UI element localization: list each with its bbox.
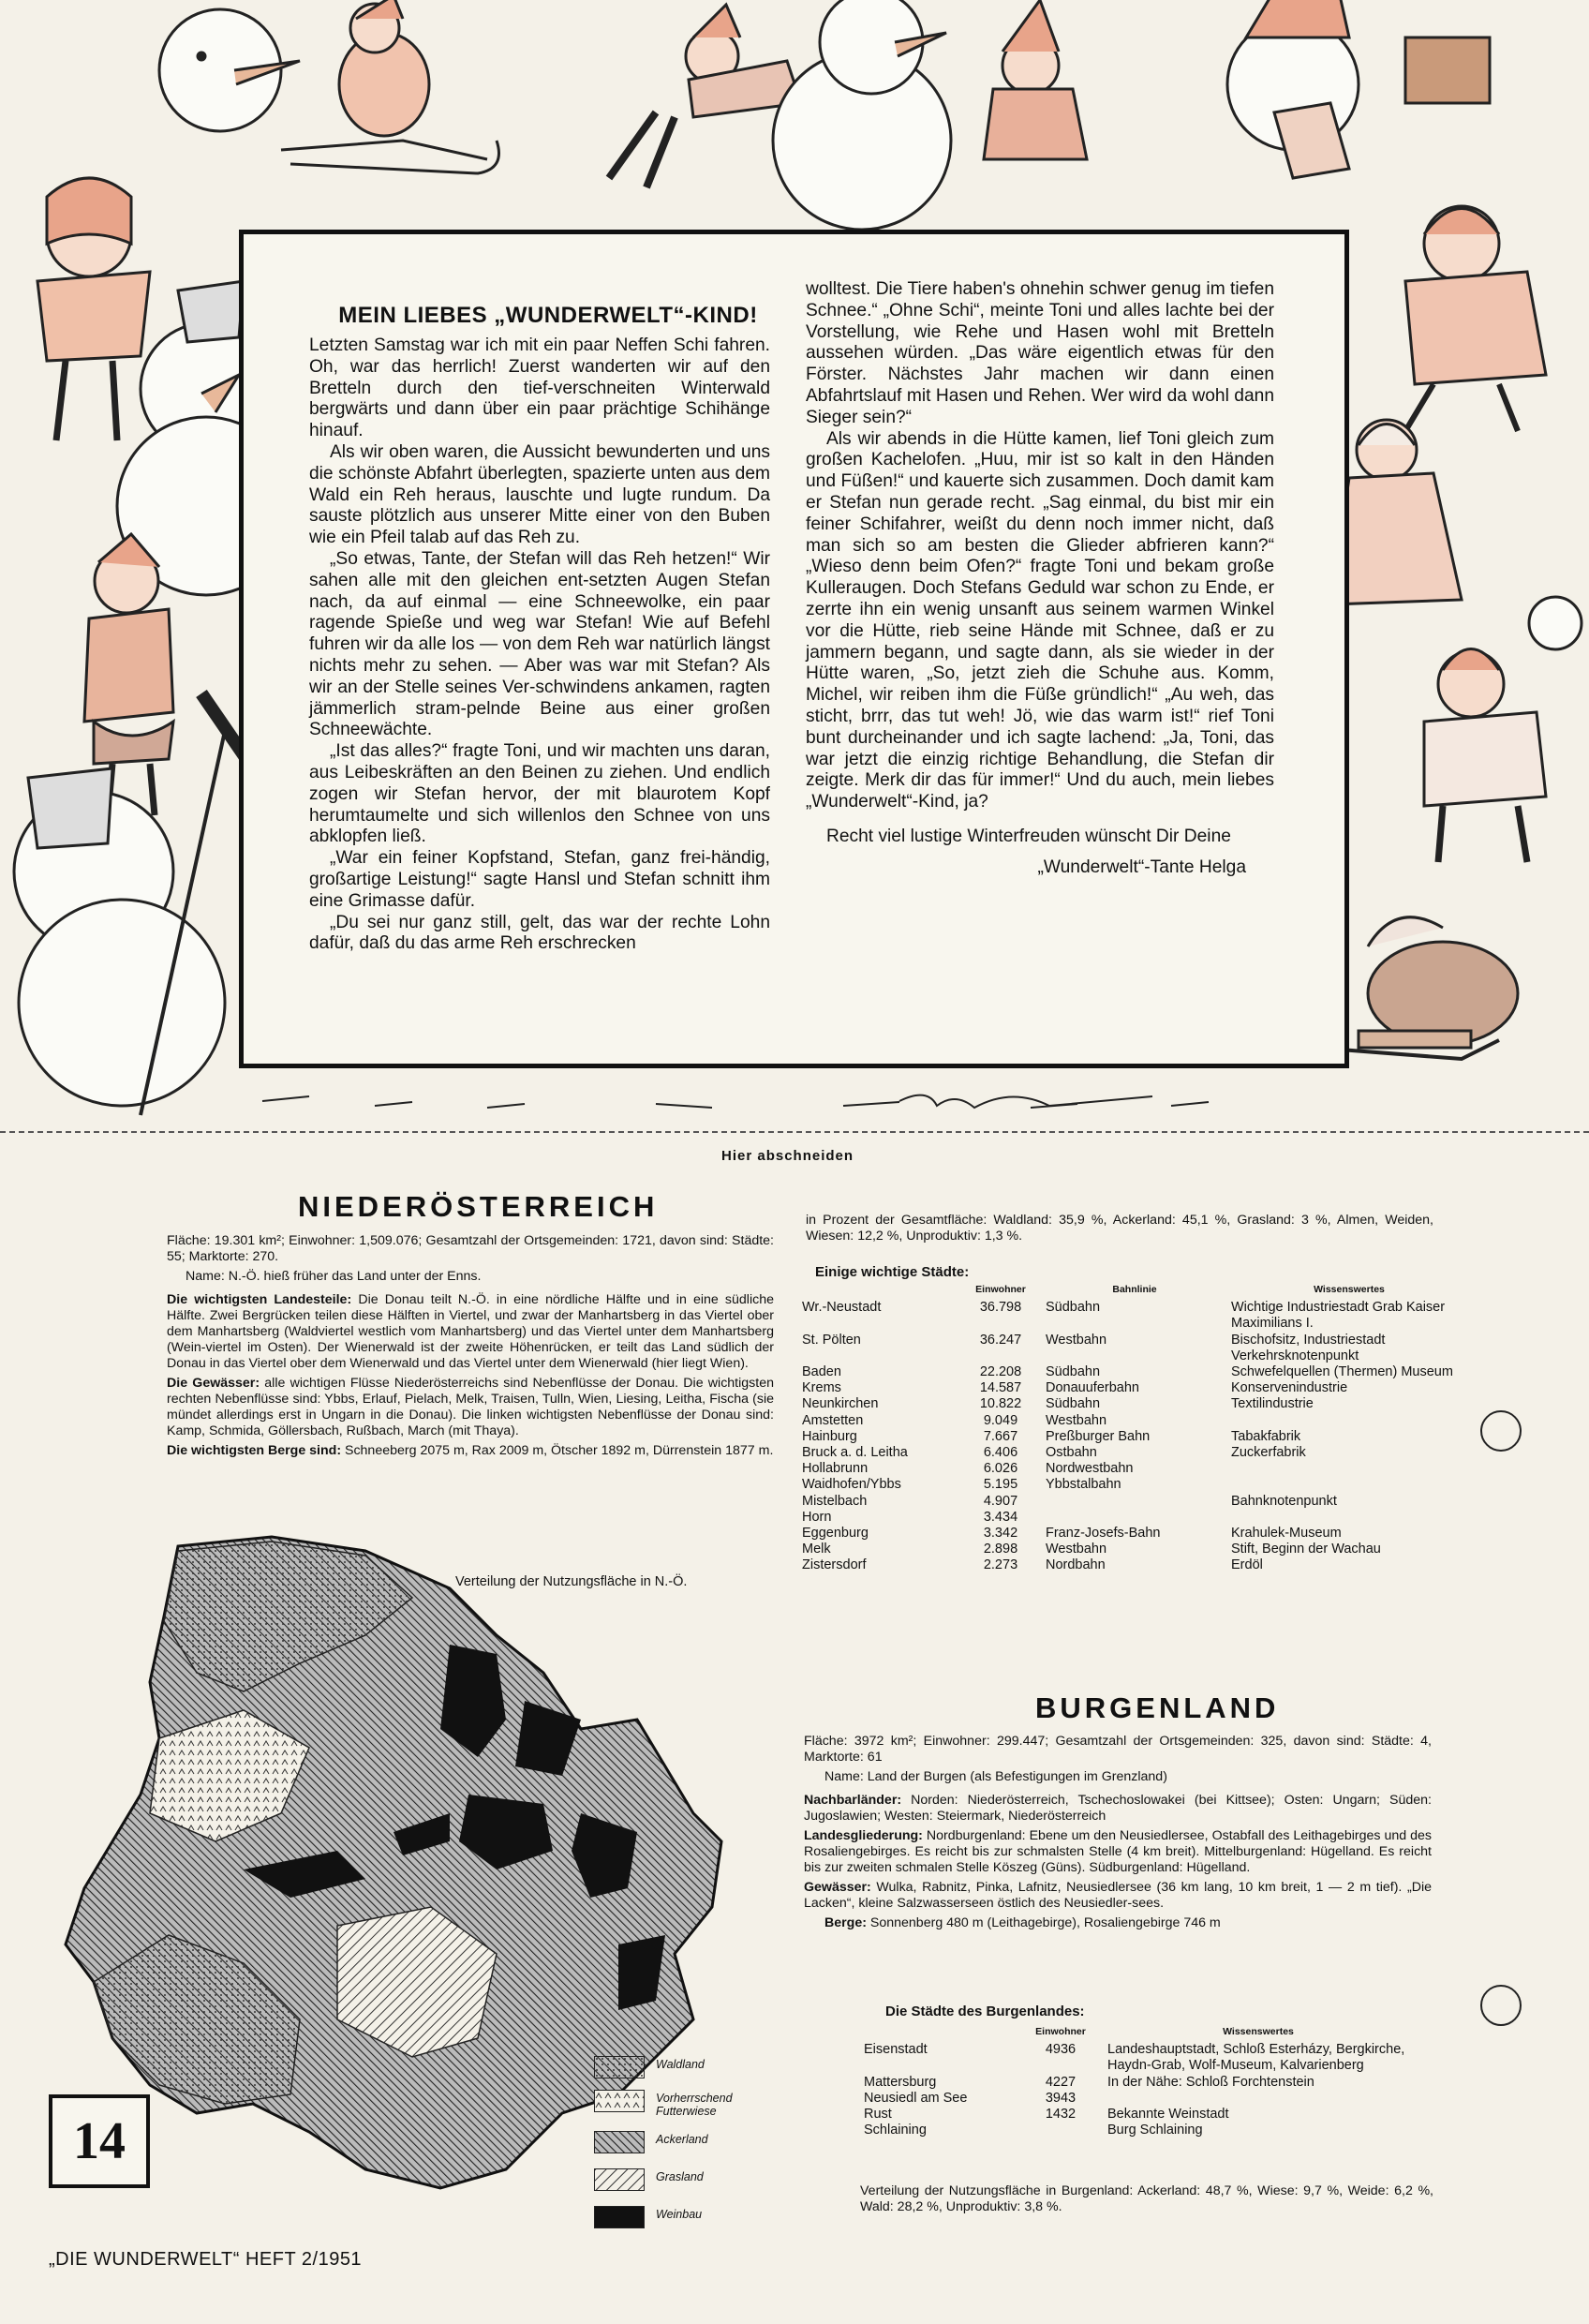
noe-land-use-stats: in Prozent der Gesamtfläche: Waldland: 35,9 %, Ackerland: 45,1 %, Grasland: 3 %, Almen, Weiden, Wiesen: 12,2 %, Unproduktiv: 1,3 %. — [806, 1213, 1433, 1244]
noe-facts — [167, 1233, 774, 1463]
table-cell-name: Mistelbach — [802, 1493, 868, 1509]
letter-paragraph: „Du sei nur ganz still, gelt, das war der rechte Lohn dafür, daß du das arme Reh erschrecken — [309, 912, 770, 954]
table-cell-name: Hainburg — [802, 1428, 857, 1444]
table-cell-name: Krems — [802, 1380, 841, 1396]
table-cell-info — [1227, 1510, 1471, 1526]
table-row — [798, 1333, 1471, 1364]
table-row — [798, 1526, 1471, 1542]
table-cell-name: Eggenburg — [802, 1526, 869, 1542]
bgl-nachbar-text: Norden: Niederösterreich, Tschechoslowakei (bei Kittsee); Osten: Ungarn; Süden: Jugoslawien; Westen: Steiermark, Niederösterreich — [804, 1793, 1432, 1824]
table-cell-info: Bekannte Weinstadt — [1107, 2107, 1229, 2123]
table-cell-info: Konservenindustrie — [1231, 1380, 1348, 1396]
bgl-berge-label: Berge: — [824, 1915, 867, 1930]
letter-column-left — [309, 335, 770, 955]
legend-swatch-hatch-dense — [594, 2131, 645, 2153]
table-row — [798, 1494, 1471, 1510]
table-cell-rail: Westbahn — [1046, 1332, 1107, 1348]
bgl-cities-label: Die Städte des Burgenlandes: — [885, 2004, 1085, 2019]
table-row — [860, 2091, 1413, 2107]
letter-paragraph: Letzten Samstag war ich mit ein paar Neffen Schi fahren. Oh, war das herrlich! Zuerst wanderten wir auf den Bretteln durch den tief-verschneiten Winterwald bergwärts und dann über ein paar prächtige Schihänge hinauf. — [309, 335, 770, 441]
table-row — [798, 1413, 1471, 1429]
legend-item-futterwiese — [656, 2092, 787, 2118]
noe-landesteile-text: Die Donau teilt N.-Ö. in eine nördliche Hälfte und in eine südliche Hälfte. Zwei Bergrücken teilen diese Hälften in Viertel, und zwar der Manhartsberg in das Viertel ober dem Manhartsberg (Waldviertel westlich vom Manhartsberg) und das Viertel unter dem Manhartsberg (Wein-viertel im Osten). Der Wienerwald ist der zweite Höhenrücken, er teilt das Land südlich der Donau in das Viertel ober dem Wienerwald und das Viertel unter dem Wienerwald (hier liegt Wien). — [167, 1292, 774, 1371]
table-cell-name: Schlaining — [864, 2123, 927, 2138]
table-row — [798, 1364, 1471, 1380]
table-row — [798, 1542, 1471, 1557]
table-cell-name: St. Pölten — [802, 1332, 861, 1348]
table-cell-info: Krahulek-Museum — [1231, 1526, 1342, 1542]
table-cell-rail: Südbahn — [1046, 1364, 1101, 1380]
letter-column-right — [806, 279, 1274, 879]
cut-label: Hier abschneiden — [721, 1148, 854, 1164]
table-cell-rail: Südbahn — [1046, 1396, 1101, 1412]
table-cell-pop — [1017, 2123, 1104, 2138]
bgl-facts — [804, 1734, 1432, 1935]
noe-landesteile-label: Die wichtigsten Landesteile: — [167, 1292, 352, 1307]
table-cell-pop: 3.342 — [983, 1526, 1018, 1542]
table-cell-info: Bahnknotenpunkt — [1231, 1493, 1337, 1509]
letter-paragraph: „So etwas, Tante, der Stefan will das Reh hetzen!“ Wir sahen alle mit den gleichen ent-setzten Augen Stefan nach, da auf einmal — eine Schneewolke, ein paar ragende Spieße und weg war Stefan! Wie auf Befehl fuhren wir da alle los — von dem Reh war natürlich längst nichts mehr zu sehen. — Aber was war mit Stefan? Als wir an der Stelle seines Ver-schwindens ankamen, ragten jämmerlich stram-pelnde Beine aus einer großen Schneewächte. — [309, 548, 770, 740]
table-cell-pop: 36.247 — [979, 1332, 1022, 1348]
bgl-gliederung-label: Landesgliederung: — [804, 1828, 923, 1843]
noe-gewaesser-text: alle wichtigen Flüsse Niederösterreichs sind Nebenflüsse der Donau. Die wichtigsten rechten Nebenflüsse sind: Ybbs, Erlauf, Pielach, Melk, Traisen, Tulln, Wien, Liesing, Leitha, Fischa (sie mündet allerdings erst in Ungarn in die Donau). Die linken wichtigsten Nebenflüsse der Donau sind: Kamp, Schmida, Göllersbach, Rußbach, March (mit Thaya). — [167, 1376, 774, 1438]
letter-paragraph: Als wir oben waren, die Aussicht bewunderten und uns die schönste Abfahrt überlegten, spazierte unten aus dem Wald ein Reh heraus, lauschte und lugte rundum. Da sauste plötzlich aus unserer Mitte einer von den Buben wie ein Pfeil talab auf das Reh zu. — [309, 441, 770, 548]
legend-label: Weinbau — [656, 2208, 703, 2221]
legend-label: Waldland — [656, 2058, 705, 2071]
table-cell-info — [1227, 1413, 1471, 1429]
letter-title: MEIN LIEBES „WUNDERWELT“-KIND! — [338, 303, 758, 328]
table-cell-name: Neunkirchen — [802, 1396, 879, 1412]
table-cell-name: Neusiedl am See — [864, 2090, 968, 2106]
table-cell-info: Burg Schlaining — [1107, 2123, 1203, 2138]
table-row — [860, 2123, 1413, 2138]
table-cell-name: Bruck a. d. Leitha — [802, 1445, 908, 1461]
legend-swatch-solid — [594, 2206, 645, 2228]
footer-issue: „DIE WUNDERWELT“ HEFT 2/1951 — [49, 2249, 363, 2270]
bgl-nachbar-label: Nachbarländer: — [804, 1793, 902, 1808]
table-header — [798, 1282, 959, 1300]
table-cell-rail: Preßburger Bahn — [1046, 1428, 1151, 1444]
table-cell-pop: 6.406 — [983, 1445, 1018, 1461]
table-row — [798, 1477, 1471, 1493]
table-cell-rail: Ybbstalbahn — [1046, 1477, 1121, 1493]
table-cell-pop: 14.587 — [979, 1380, 1022, 1396]
punch-hole — [1480, 1410, 1522, 1452]
noe-land-use-map — [56, 1532, 768, 2226]
table-row — [798, 1300, 1471, 1332]
table-row — [798, 1557, 1471, 1573]
legend-item-ackerland — [656, 2133, 708, 2146]
legend-swatch-dots — [594, 2056, 645, 2078]
bgl-land-use-stats: Verteilung der Nutzungsfläche in Burgenland: Ackerland: 48,7 %, Wiese: 9,7 %, Weide: 6,2 %, Wald: 28,2 %, Unproduktiv: 3,8 %. — [860, 2183, 1433, 2214]
noe-berge-text: Schneeberg 2075 m, Rax 2009 m, Ötscher 1892 m, Dürrenstein 1877 m. — [341, 1443, 774, 1458]
table-header: Bahnlinie — [1112, 1284, 1157, 1295]
legend-item-grasland — [656, 2170, 704, 2183]
bgl-name-note: Name: Land der Burgen (als Befestigungen im Grenzland) — [824, 1769, 1167, 1784]
letter-paragraph: „Ist das alles?“ fragte Toni, und wir machten uns daran, aus Leibeskräften an den Beinen zu ziehen. Und endlich zogen wir Stefan hervor, der mit blaurotem Kopf herumtaumelte und sich willenlos den Schnee von uns abklopfen ließ. — [309, 741, 770, 847]
table-cell-pop: 3.434 — [983, 1509, 1018, 1525]
noe-gewaesser-label: Die Gewässer: — [167, 1376, 260, 1391]
table-row — [798, 1380, 1471, 1396]
table-cell-info: Wichtige Industriestadt Grab Kaiser Maximilians I. — [1231, 1300, 1446, 1332]
noe-area-facts: Fläche: 19.301 km²; Einwohner: 1,509.076; Gesamtzahl der Ortsgemeinden: 1721, davon sind: Städte: 55; Marktorte: 270. — [167, 1233, 774, 1264]
table-cell-rail: Nordbahn — [1046, 1557, 1106, 1573]
table-cell-info — [1104, 2091, 1413, 2107]
legend-item-weinbau — [656, 2208, 702, 2221]
table-row — [798, 1461, 1471, 1477]
bgl-area-facts: Fläche: 3972 km²; Einwohner: 299.447; Gesamtzahl der Ortsgemeinden: 325, davon sind: Städte: 4, Marktorte: 61 — [804, 1734, 1432, 1765]
table-cell-pop: 9.049 — [983, 1412, 1018, 1428]
noe-name-note: Name: N.-Ö. hieß früher das Land unter der Enns. — [186, 1269, 482, 1284]
table-cell-rail: Franz-Josefs-Bahn — [1046, 1526, 1161, 1542]
table-header — [860, 2024, 1017, 2042]
table-cell-rail: Ostbahn — [1046, 1445, 1097, 1461]
table-cell-name: Rust — [864, 2107, 892, 2123]
table-cell-info: Schwefelquellen (Thermen) Museum — [1231, 1364, 1453, 1380]
table-header-row — [798, 1282, 1471, 1300]
table-cell-info: Stift, Beginn der Wachau — [1231, 1542, 1381, 1557]
bgl-gliederung-text: Nordburgenland: Ebene um den Neusiedlersee, Ostabfall des Leithagebirges und des Rosaliengebirges. Es reicht bis zur schmalsten Stelle (4 km breit). Mittelburgenland: Hügelland. Es reicht bis zur zweiten schmalen Stelle Köszeg (Güns). Südburgenland: Hügelland. — [804, 1828, 1432, 1875]
table-cell-name: Wr.-Neustadt — [802, 1300, 882, 1316]
page-number: 14 — [49, 2094, 150, 2188]
table-cell-info: Textilindustrie — [1231, 1396, 1314, 1412]
table-cell-pop: 36.798 — [979, 1300, 1022, 1316]
table-cell-pop: 3943 — [1045, 2090, 1077, 2106]
noe-cities-label: Einige wichtige Städte: — [815, 1264, 970, 1280]
table-cell-rail — [1042, 1494, 1227, 1510]
table-cell-rail: Südbahn — [1046, 1300, 1101, 1316]
table-header-row — [860, 2024, 1413, 2042]
table-cell-pop: 2.273 — [983, 1557, 1018, 1573]
table-cell-info — [1227, 1477, 1471, 1493]
table-row — [798, 1445, 1471, 1461]
table-cell-info: Landeshauptstadt, Schloß Esterházy, Bergkirche, Haydn-Grab, Wolf-Museum, Kalvarienberg — [1107, 2042, 1405, 2074]
letter-signature: „Wunderwelt“-Tante Helga — [1037, 857, 1246, 877]
map-caption: Verteilung der Nutzungsfläche in N.-Ö. — [455, 1574, 688, 1589]
letter-paragraph: wolltest. Die Tiere haben's ohnehin schwer genug im tiefen Schnee.“ „Ohne Schi“, meinte Toni und alles lachte bei der Vorstellung, wie Rehe und Hasen wohl mit Bretteln aussehen würden. „Das wäre eigentlich etwas für den Förster. Nächstes Jahr machen wir dann einen Abfahrtslauf mit Hasen und Rehen. Wer wird da wohl dann Sieger sein?“ — [806, 279, 1274, 427]
bgl-gewaesser-label: Gewässer: — [804, 1880, 871, 1895]
table-header: Einwohner — [975, 1284, 1026, 1295]
table-cell-name: Horn — [802, 1509, 832, 1525]
noe-berge-label: Die wichtigsten Berge sind: — [167, 1443, 342, 1458]
table-cell-name: Amstetten — [802, 1412, 864, 1428]
table-cell-pop: 1432 — [1045, 2107, 1077, 2123]
table-cell-rail: Westbahn — [1046, 1542, 1107, 1557]
noe-cities-table — [798, 1282, 1471, 1574]
table-cell-pop: 4936 — [1045, 2042, 1077, 2058]
table-cell-rail: Donauuferbahn — [1046, 1380, 1139, 1396]
table-cell-name: Eisenstadt — [864, 2042, 928, 2058]
table-cell-rail: Nordwestbahn — [1046, 1461, 1134, 1477]
letter-closing: Recht viel lustige Winterfreuden wünscht Dir Deine — [826, 826, 1231, 846]
table-cell-name: Hollabrunn — [802, 1461, 869, 1477]
table-cell-pop: 4227 — [1045, 2074, 1077, 2090]
bgl-cities-table — [860, 2024, 1413, 2138]
legend-label: Vorherrschend Futterwiese — [656, 2092, 733, 2118]
table-row — [798, 1429, 1471, 1445]
table-cell-pop: 4.907 — [983, 1493, 1018, 1509]
table-cell-name: Melk — [802, 1542, 831, 1557]
table-cell-info: Bischofsitz, Industriestadt Verkehrsknotenpunkt — [1231, 1332, 1386, 1363]
letter-paragraph: Als wir abends in die Hütte kamen, lief Toni gleich zum großen Kachelofen. „Huu, mir ist so kalt in den Händen und Füßen!“ und kauerte sich zusammen. Doch damit kam er Stefan nun gerade recht. „Sag einmal, du bist mir ein feiner Schifahrer, weißt du denn noch immer nicht, daß man sich so am besten die Glieder abfrieren kann?“ „Wieso denn beim Ofen?“ fragte Toni und bekam große Kulleraugen. Doch Stefans Geduld war schon zu Ende, er zerrte ihn ein wenig unsanft aus seinem warmen Winkel vor die Hütte, rieb seine Hände mit Schnee, daß er zu jammern begann, und sagte dann, als sie wieder in der Hütte waren, „So, jetzt zieh die Schuhe aus. Komm, Michel, wir reiben ihm die Füße gründlich!“ „Au weh, das sticht, brrr, das tut weh! Jö, wie das warm ist!“ rief Toni bunt durcheinander und ich sagte lachend: „Ja, Toni, das war jetzt die einzig richtige Behandlung, die Stefan dir zeigte. Merk dir das für immer!“ Und du auch, mein liebes „Wunderwelt“-Kind, ja? — [806, 428, 1274, 812]
letter-paragraph: „War ein feiner Kopfstand, Stefan, ganz frei-händig, großartige Leistung!“ sagte Hansl und Stefan schnitt ihm eine Grimasse dafür. — [309, 848, 770, 911]
cut-line — [0, 1131, 1589, 1133]
table-cell-pop: 7.667 — [983, 1428, 1018, 1444]
bgl-gewaesser-text: Wulka, Rabnitz, Pinka, Lafnitz, Neusiedlersee (36 km lang, 10 km breit, 1 — 2 m tief). „Die Lacken“, kleine Salzwasserseen östlich des Neusiedler-sees. — [804, 1880, 1432, 1911]
table-header: Wissenswertes — [1314, 1284, 1385, 1295]
table-cell-name: Zistersdorf — [802, 1557, 867, 1573]
table-cell-name: Mattersburg — [864, 2074, 937, 2090]
bgl-heading: BURGENLAND — [1035, 1691, 1280, 1724]
table-cell-rail — [1042, 1510, 1227, 1526]
table-cell-info — [1227, 1461, 1471, 1477]
table-cell-name: Waidhofen/Ybbs — [802, 1477, 901, 1493]
table-cell-pop: 5.195 — [983, 1477, 1018, 1493]
legend-item-waldland — [656, 2058, 705, 2071]
table-row — [798, 1396, 1471, 1412]
table-cell-rail: Westbahn — [1046, 1412, 1107, 1428]
table-cell-pop: 10.822 — [979, 1396, 1022, 1412]
legend-swatch-hatch — [594, 2168, 645, 2191]
legend-label: Ackerland — [656, 2133, 708, 2146]
table-row — [860, 2075, 1413, 2091]
table-cell-pop: 2.898 — [983, 1542, 1018, 1557]
table-row — [798, 1510, 1471, 1526]
table-row — [860, 2107, 1413, 2123]
table-cell-name: Baden — [802, 1364, 841, 1380]
table-cell-info: In der Nähe: Schloß Forchtenstein — [1107, 2074, 1314, 2090]
noe-heading: NIEDERÖSTERREICH — [298, 1190, 659, 1223]
table-row — [860, 2042, 1413, 2074]
table-header: Einwohner — [1035, 2026, 1086, 2037]
legend-swatch-wiese — [594, 2090, 645, 2112]
table-cell-info: Erdöl — [1231, 1557, 1263, 1573]
table-cell-info: Tabakfabrik — [1231, 1428, 1301, 1444]
table-cell-info: Zuckerfabrik — [1231, 1445, 1306, 1461]
legend-label: Grasland — [656, 2170, 704, 2183]
bgl-berge-text: Sonnenberg 480 m (Leithagebirge), Rosaliengebirge 746 m — [866, 1915, 1221, 1930]
table-cell-pop: 22.208 — [979, 1364, 1022, 1380]
table-cell-pop: 6.026 — [983, 1461, 1018, 1477]
table-header: Wissenswertes — [1223, 2026, 1294, 2037]
punch-hole — [1480, 1985, 1522, 2026]
